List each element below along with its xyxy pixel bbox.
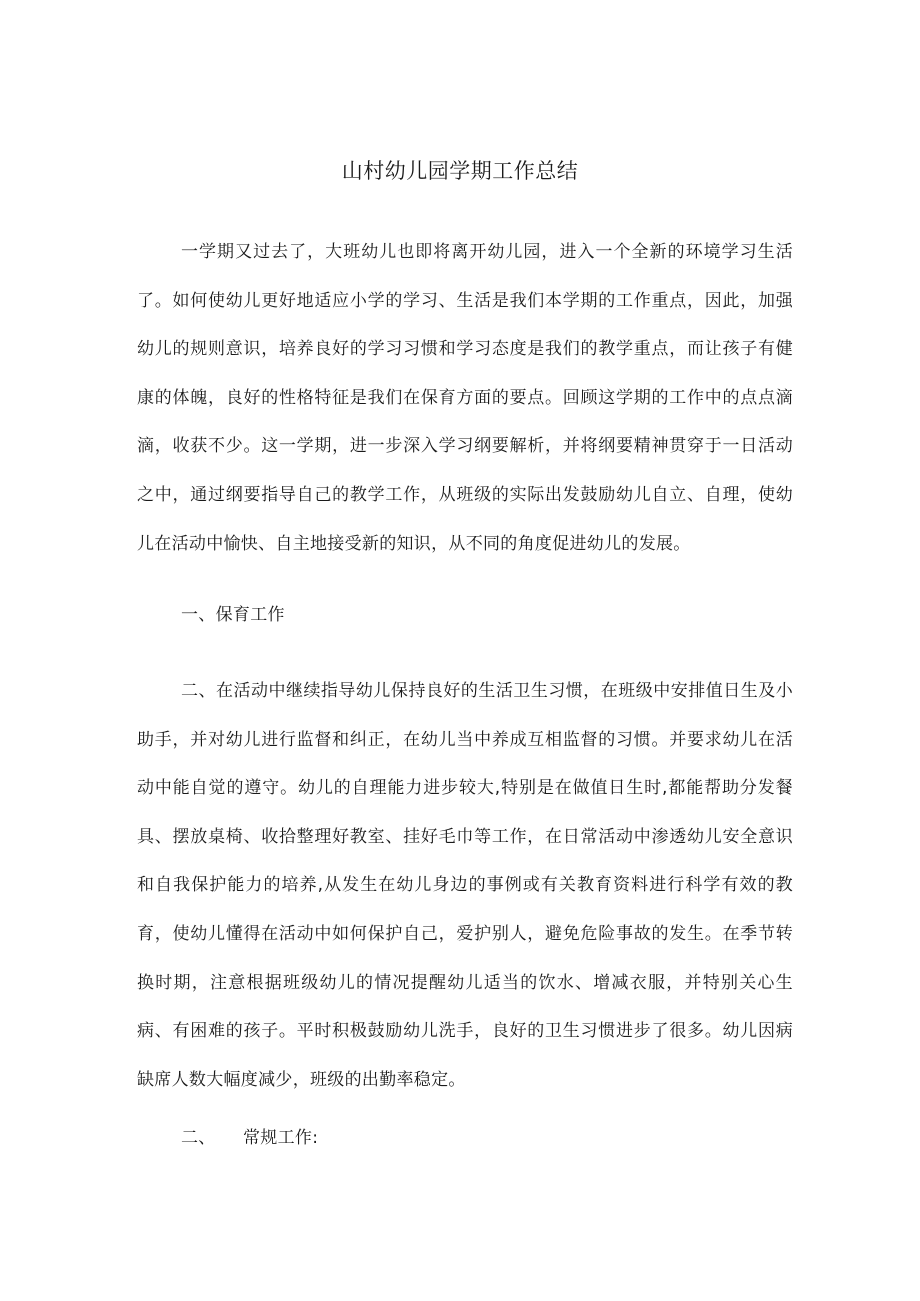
habits-paragraph: 二、在活动中继续指导幼儿保持良好的生活卫生习惯，在班级中安排值日生及小助手，并对幼儿进行监督和纠正，在幼儿当中养成互相监督的习惯。并要求幼儿在活动中能自觉的遵守。幼儿的自理能力进步较大,特别是在做值日生时,都能帮助分发餐具、摆放桌椅、收拾整理好教室、挂好毛巾等工作，在日常活动中渗透幼儿安全意识和自我保护能力的培养,从发生在幼儿身边的事例或有关教育资料进行科学有效的教育，使幼儿懂得在活动中如何保护自己，爱护别人，避免危险事故的发生。在季节转换时期，注意根据班级幼儿的情况提醒幼儿适当的饮水、增减衣服，并特别关心生病、有困难的孩子。平时积极鼓励幼儿洗手，良好的卫生习惯进步了很多。幼儿因病缺席人数大幅度减少，班级的出勤率稳定。 (137, 681, 793, 1090)
section-label: 常规工作: (243, 1128, 319, 1148)
section-heading-routine (181, 1123, 318, 1153)
intro-paragraph: 一学期又过去了，大班幼儿也即将离开幼儿园，进入一个全新的环境学习生活了。如何使幼儿更好地适应小学的学习、生活是我们本学期的工作重点，因此，加强幼儿的规则意识，培养良好的学习习惯和学习态度是我们的教学重点，而让孩子有健康的体魄，良好的性格特征是我们在保育方面的要点。回顾这学期的工作中的点点滴滴，收获不少。这一学期，进一步深入学习纲要解析，并将纲要精神贯穿于一日活动之中，通过纲要指导自己的教学工作，从班级的实际出发鼓励幼儿自立、自理，使幼儿在活动中愉快、自主地接受新的知识，从不同的角度促进幼儿的发展。 (137, 242, 793, 554)
section-number: 二、 (181, 1128, 216, 1148)
document-title: 山村幼儿园学期工作总结 (341, 159, 579, 183)
section-heading-childcare: 一、保育工作 (181, 605, 285, 625)
